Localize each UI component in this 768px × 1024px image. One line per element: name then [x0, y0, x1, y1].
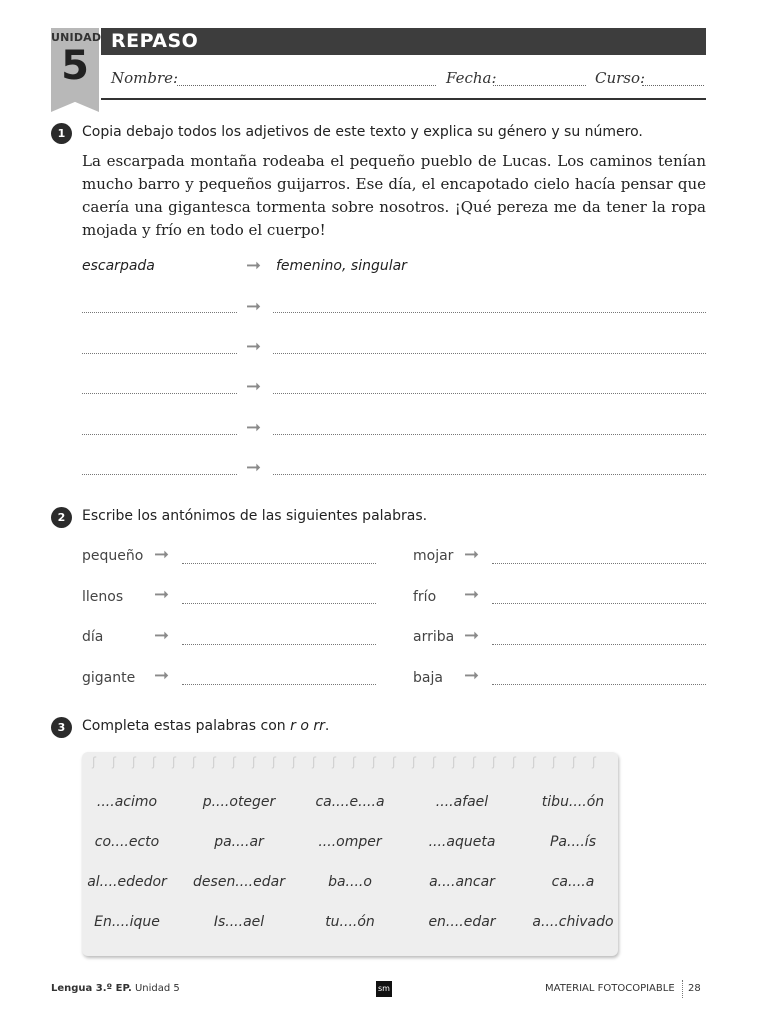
- exercise-2-badge: 2: [51, 507, 72, 528]
- fill-word: En....ique: [94, 914, 160, 930]
- gender-number-field[interactable]: [273, 353, 706, 354]
- course-field[interactable]: [642, 85, 704, 86]
- antonym-field[interactable]: [492, 684, 706, 685]
- exercise-2-instruction: Escribe los antónimos de las siguientes palabras.: [82, 508, 428, 524]
- gender-number-field[interactable]: [273, 393, 706, 394]
- footer-subject: Lengua 3.º EP. Unidad 5: [51, 983, 180, 994]
- antonym-field[interactable]: [182, 644, 376, 645]
- antonym-word: frío: [413, 589, 437, 605]
- arrow-icon: ➞: [154, 584, 170, 605]
- name-field[interactable]: [177, 85, 436, 86]
- fill-word: ....afael: [435, 794, 489, 810]
- unit-label: UNIDAD: [51, 31, 102, 44]
- adjective-field[interactable]: [82, 353, 237, 354]
- arrow-icon: ➞: [246, 255, 262, 276]
- arrow-icon: ➞: [464, 625, 480, 646]
- adjective-field[interactable]: [82, 474, 237, 475]
- course-label: Curso:: [595, 69, 646, 87]
- publisher-logo: sm: [376, 981, 392, 997]
- arrow-icon: ➞: [246, 417, 262, 438]
- adjective-field[interactable]: [82, 434, 237, 435]
- exercise-1-instruction: Copia debajo todos los adjetivos de este texto y explica su género y su número.: [82, 124, 643, 140]
- arrow-icon: ➞: [464, 584, 480, 605]
- fill-word: p....oteger: [202, 794, 276, 810]
- date-field[interactable]: [493, 85, 586, 86]
- adjective-field[interactable]: [82, 312, 237, 313]
- exercise-1-badge: 1: [51, 123, 72, 144]
- card-spiral: ʃ ʃ ʃ ʃ ʃ ʃ ʃ ʃ ʃ ʃ ʃ ʃ ʃ ʃ ʃ ʃ ʃ ʃ ʃ ʃ ʃ ʃ ʃ ʃ ʃ ʃ: [92, 755, 597, 769]
- gender-number-field[interactable]: [273, 434, 706, 435]
- gender-number-field[interactable]: [273, 474, 706, 475]
- fill-word: pa....ar: [214, 834, 264, 850]
- exercise-3-instruction: Completa estas palabras con r o rr.: [82, 718, 330, 734]
- fill-word: en....edar: [428, 914, 496, 930]
- exercise-3-badge: 3: [51, 717, 72, 738]
- fill-word: ....aqueta: [428, 834, 496, 850]
- fill-word: a....ancar: [429, 874, 495, 890]
- unit-number: 5: [61, 43, 89, 89]
- antonym-word: baja: [413, 670, 443, 686]
- header-rule: [101, 98, 706, 100]
- antonym-word: arriba: [413, 629, 455, 645]
- fill-word: al....ededor: [87, 874, 167, 890]
- antonym-word: llenos: [82, 589, 124, 605]
- gender-number-field[interactable]: [273, 312, 706, 313]
- arrow-icon: ➞: [246, 457, 262, 478]
- example-answer: femenino, singular: [276, 258, 407, 274]
- antonym-field[interactable]: [492, 563, 706, 564]
- arrow-icon: ➞: [154, 665, 170, 686]
- fill-word: ca....e....a: [315, 794, 385, 810]
- antonym-field[interactable]: [182, 603, 376, 604]
- fill-word: ....acimo: [96, 794, 158, 810]
- antonym-word: pequeño: [82, 548, 144, 564]
- fill-word: desen....edar: [193, 874, 285, 890]
- example-adjective: escarpada: [82, 258, 155, 274]
- antonym-field[interactable]: [182, 684, 376, 685]
- exercise-1-passage: La escarpada montaña rodeaba el pequeño pueblo de Lucas. Los caminos tenían mucho barro y pequeños guijarros. Ese día, el encapotado cielo hacía pensar que caería una gigantesca tormenta sobre nosotros. ¡Qué pereza me da tener la ropa mojada y frío en todo el cuerpo!: [82, 152, 706, 239]
- name-label: Nombre:: [111, 69, 179, 87]
- page-number: 28: [688, 983, 701, 994]
- fill-word: tibu....ón: [541, 794, 605, 810]
- antonym-word: gigante: [82, 670, 136, 686]
- fill-word: ca....a: [551, 874, 595, 890]
- fill-word: Pa....ís: [549, 834, 596, 850]
- fill-word: ba....o: [328, 874, 372, 890]
- arrow-icon: ➞: [246, 296, 262, 317]
- antonym-field[interactable]: [182, 563, 376, 564]
- fill-word: a....chivado: [532, 914, 614, 930]
- page-title: REPASO: [111, 30, 199, 52]
- fill-word: Is....ael: [213, 914, 265, 930]
- arrow-icon: ➞: [154, 544, 170, 565]
- fill-word: tu....ón: [325, 914, 375, 930]
- arrow-icon: ➞: [464, 665, 480, 686]
- antonym-word: día: [82, 629, 104, 645]
- fill-word: ....omper: [318, 834, 382, 850]
- date-label: Fecha:: [446, 69, 497, 87]
- arrow-icon: ➞: [154, 625, 170, 646]
- antonym-word: mojar: [413, 548, 454, 564]
- arrow-icon: ➞: [246, 336, 262, 357]
- antonym-field[interactable]: [492, 603, 706, 604]
- arrow-icon: ➞: [464, 544, 480, 565]
- fill-word: co....ecto: [94, 834, 160, 850]
- arrow-icon: ➞: [246, 376, 262, 397]
- adjective-field[interactable]: [82, 393, 237, 394]
- footer-material: MATERIAL FOTOCOPIABLE: [545, 983, 675, 994]
- footer-divider: [682, 980, 683, 998]
- antonym-field[interactable]: [492, 644, 706, 645]
